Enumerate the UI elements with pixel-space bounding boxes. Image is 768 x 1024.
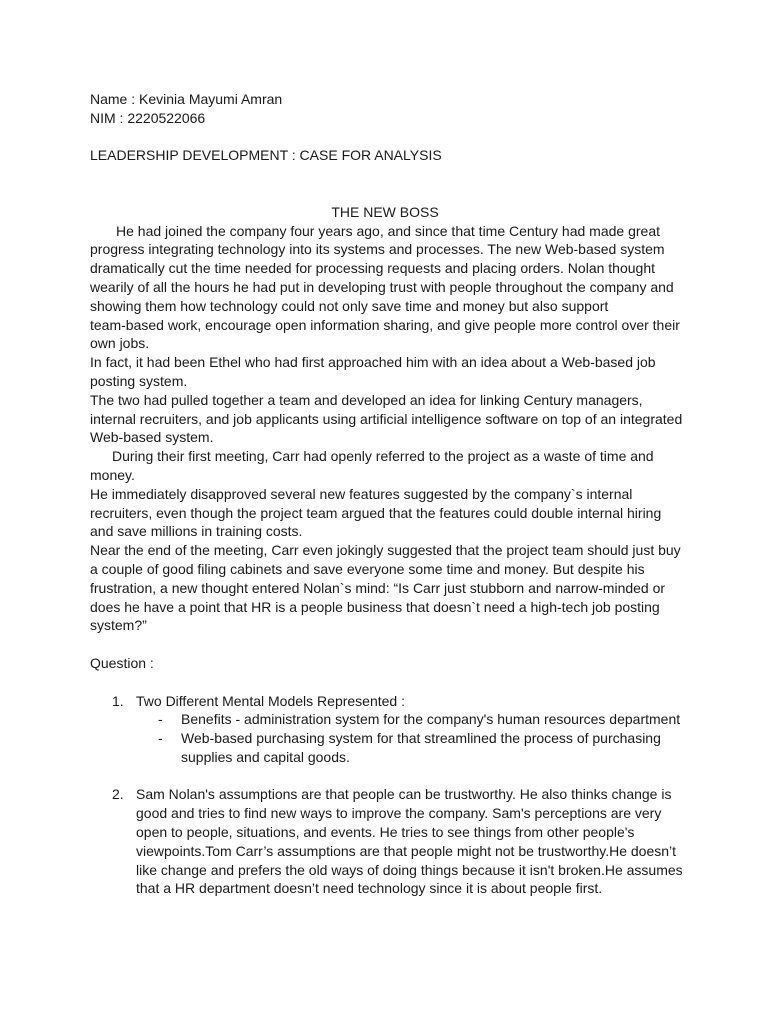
paragraph-line: During their first meeting, Carr had openly referred to the project as a waste of time and: [112, 448, 654, 465]
answer-bullet: [136, 729, 680, 767]
answer-line: viewpoints.Tom Carr’s assumptions are that people might not be trustworthy.He doesn’t: [136, 842, 677, 859]
spacer: [90, 128, 680, 147]
paragraph-line: team-based work, encourage open information sharing, and give people more control over their: [90, 316, 680, 333]
answer-line: good and tries to find new ways to improve the company. Sam's perceptions are very: [136, 805, 662, 822]
question-text: Two Different Mental Models Represented :: [136, 692, 405, 709]
answer-line: that a HR department doesn’t need technology since it is about people first.: [136, 880, 603, 897]
paragraph-line: a couple of good filing cabinets and save everyone some time and money. But despite his: [90, 560, 645, 577]
paragraph-line: He immediately disapproved several new features suggested by the company`s internal: [90, 485, 633, 502]
spacer: [90, 673, 680, 692]
answer-bullet-list: [136, 710, 680, 766]
case-paragraph: [90, 447, 680, 485]
bullet-line: Web-based purchasing system for that streamlined the process of purchasing: [181, 730, 661, 747]
course-heading: LEADERSHIP DEVELOPMENT : CASE FOR ANALYSIS: [90, 147, 442, 164]
paragraph-line: does he have a point that HR is a people business that doesn`t need a high-tech job posting: [90, 598, 660, 615]
paragraph-line: and save millions in training costs.: [90, 523, 303, 540]
paragraph-line: He had joined the company four years ago, and since that time Century had made great: [116, 222, 660, 239]
paragraph-line: system?”: [90, 617, 147, 634]
spacer: [90, 165, 680, 184]
paragraph-line: internal recruiters, and job applicants using artificial intelligence software on top of an integrated: [90, 410, 683, 427]
bullet-line: supplies and capital goods.: [181, 748, 350, 765]
bullet-line: Benefits - administration system for the company's human resources department: [181, 711, 681, 728]
document-page: [90, 90, 683, 898]
answer-line: like change and prefers the old ways of doing things because it isn't broken.He assumes: [136, 861, 683, 878]
student-name: Name : Kevinia Mayumi Amran: [90, 91, 283, 107]
question-item: [90, 785, 683, 898]
spacer: [90, 184, 680, 203]
answer-bullet: [136, 710, 680, 729]
paragraph-line: money.: [90, 466, 135, 483]
paragraph-line: In fact, it had been Ethel who had first approached him with an idea about a Web-based job: [90, 354, 656, 371]
question-label: Question :: [90, 654, 154, 671]
paragraph-line: Web-based system.: [90, 429, 214, 446]
spacer: [90, 767, 680, 786]
answer-line: open to people, situations, and events. He tries to see things from other people's: [136, 824, 635, 841]
paragraph-line: showing them how technology could not only save time and money but also support: [90, 297, 609, 314]
question-list: [90, 692, 683, 899]
paragraph-line: Near the end of the meeting, Carr even jokingly suggested that the project team should just buy: [90, 542, 681, 559]
paragraph-line: wearily of all the hours he had put in developing trust with people throughout the company and: [90, 278, 674, 295]
spacer: [90, 635, 680, 654]
question-number: 2.: [112, 786, 124, 803]
case-paragraph: [90, 541, 680, 635]
student-nim: NIM : 2220522066: [90, 109, 206, 126]
case-paragraph: [90, 222, 680, 354]
question-item: [90, 692, 680, 767]
paragraph-line: dramatically cut the time needed for processing requests and placing orders. Nolan thought: [90, 260, 655, 277]
case-paragraph: [90, 391, 683, 447]
case-paragraph: [90, 485, 680, 541]
paragraph-line: progress integrating technology into its systems and processes. The new Web-based system: [90, 241, 665, 258]
paragraph-line: recruiters, even though the project team argued that the features could double internal hiring: [90, 504, 662, 521]
case-title: THE NEW BOSS: [331, 203, 439, 220]
paragraph-line: posting system.: [90, 372, 188, 389]
question-number: 1.: [112, 692, 124, 709]
dash-marker: -: [158, 711, 163, 728]
dash-marker: -: [158, 730, 163, 747]
case-paragraph: [90, 353, 680, 391]
paragraph-line: own jobs.: [90, 335, 150, 352]
answer-line: Sam Nolan's assumptions are that people can be trustworthy. He also thinks change is: [136, 786, 672, 803]
paragraph-line: frustration, a new thought entered Nolan`s mind: “Is Carr just stubborn and narrow-minded or: [90, 579, 666, 596]
paragraph-line: The two had pulled together a team and developed an idea for linking Century managers,: [90, 391, 643, 408]
